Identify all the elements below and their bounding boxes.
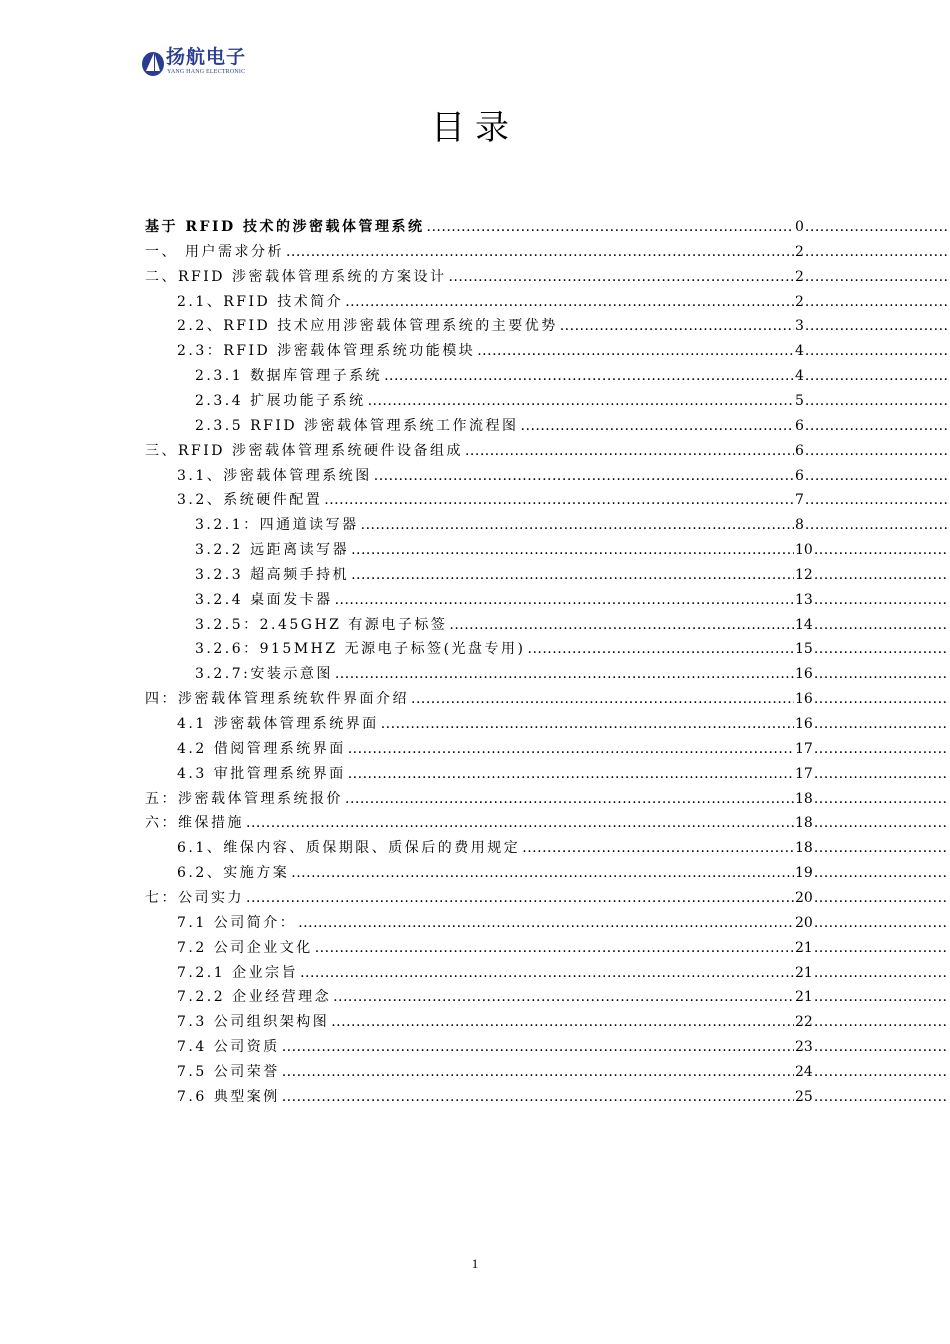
- toc-entry[interactable]: [177, 738, 948, 763]
- toc-dot-leader-tail: [814, 1089, 948, 1105]
- toc-entry[interactable]: [145, 788, 948, 813]
- toc-entry-page: 6: [795, 417, 804, 434]
- toc-entry-label: 3.2.6：915MHZ 无源电子标签(光盘专用): [195, 641, 526, 658]
- toc-entry[interactable]: [145, 887, 948, 912]
- toc-entry-label: 7.4 公司资质: [177, 1039, 280, 1056]
- toc-dot-leader-tail: [805, 269, 948, 285]
- toc-entry[interactable]: [177, 291, 948, 316]
- toc-dot-leader-tail: [814, 890, 948, 906]
- toc-entry-label: 2.3.1 数据库管理子系统: [195, 368, 383, 385]
- toc-entry-page: 21: [795, 939, 813, 956]
- toc-entry-page: 2: [795, 268, 804, 285]
- toc-entry-page: 24: [795, 1063, 813, 1080]
- toc-entry-label: 3.2.5：2.45GHZ 有源电子标签: [195, 616, 448, 633]
- toc-entry-page: 17: [795, 765, 813, 782]
- toc-dot-leader: [368, 393, 794, 409]
- toc-dot-leader-tail: [805, 393, 948, 409]
- toc-entry-page: 6: [795, 442, 804, 459]
- toc-dot-leader: [282, 1089, 794, 1105]
- company-logo: [140, 44, 252, 80]
- toc-entry-page: 5: [795, 392, 804, 409]
- toc-entry-label: 基于 RFID 技术的涉密载体管理系统: [145, 219, 425, 235]
- toc-dot-leader: [528, 641, 795, 657]
- toc-dot-leader: [560, 318, 794, 334]
- toc-dot-leader-tail: [814, 915, 948, 931]
- toc-dot-leader: [298, 915, 794, 931]
- toc-entry-page: 20: [795, 914, 813, 931]
- toc-dot-leader-tail: [814, 741, 948, 757]
- toc-dot-leader: [411, 691, 794, 707]
- toc-entry[interactable]: [177, 489, 948, 514]
- toc-entry-label: 2.3.4 扩展功能子系统: [195, 392, 366, 409]
- toc-entry-page: 22: [795, 1014, 813, 1031]
- toc-dot-leader-tail: [814, 691, 948, 707]
- toc-entry-page: 20: [795, 889, 813, 906]
- toc-dot-leader-tail: [805, 368, 948, 384]
- toc-entry-label: 7.2.1 企业宗旨: [177, 964, 299, 981]
- toc-dot-leader-tail: [814, 716, 948, 732]
- toc-entry-page: 7: [795, 492, 804, 509]
- toc-dot-leader-tail: [814, 567, 948, 583]
- toc-entry[interactable]: [145, 216, 948, 241]
- toc-entry-label: 3.2.3 超高频手持机: [195, 566, 350, 583]
- toc-entry[interactable]: [195, 365, 948, 390]
- toc-dot-leader: [361, 517, 794, 533]
- toc-entry-label: 7.5 公司荣誉: [177, 1063, 280, 1080]
- toc-entry-label: 7.2.2 企业经营理念: [177, 989, 332, 1006]
- toc-dot-leader: [465, 443, 794, 459]
- toc-entry[interactable]: [145, 266, 948, 291]
- toc-entry[interactable]: [195, 638, 948, 663]
- toc-entry-page: 18: [795, 840, 813, 857]
- toc-dot-leader-tail: [805, 517, 948, 533]
- toc-dot-leader-tail: [814, 865, 948, 881]
- toc-dot-leader: [522, 840, 794, 856]
- toc-dot-leader: [348, 766, 794, 782]
- toc-entry-label: 2.3：RFID 涉密载体管理系统功能模块: [177, 343, 476, 360]
- toc-entry[interactable]: [145, 812, 948, 837]
- toc-dot-leader: [477, 343, 794, 359]
- toc-entry[interactable]: [177, 862, 948, 887]
- toc-entry-label: 二、RFID 涉密载体管理系统的方案设计: [145, 268, 447, 285]
- toc-dot-leader: [345, 294, 794, 310]
- toc-entry[interactable]: [195, 415, 948, 440]
- toc-entry-page: 4: [795, 343, 804, 360]
- logo-text: 扬航电子: [166, 46, 247, 68]
- toc-dot-leader: [521, 418, 794, 434]
- toc-entry[interactable]: [177, 937, 948, 962]
- toc-dot-leader: [286, 244, 794, 260]
- toc-entry-page: 16: [795, 716, 813, 732]
- sail-logo-icon: [140, 46, 166, 78]
- toc-entry[interactable]: [145, 241, 948, 266]
- toc-dot-leader-tail: [814, 1014, 948, 1030]
- toc-entry-page: 23: [795, 1039, 813, 1056]
- toc-entry-page: 0: [795, 219, 804, 235]
- toc-entry-page: 10: [795, 542, 813, 559]
- toc-entry-label: 五：涉密载体管理系统报价: [145, 790, 343, 807]
- toc-dot-leader: [345, 791, 794, 807]
- toc-dot-leader-tail: [814, 940, 948, 956]
- toc-entry[interactable]: [195, 539, 948, 564]
- toc-entry[interactable]: [145, 688, 948, 713]
- toc-entry-page: 19: [795, 865, 813, 882]
- toc-entry-label: 4.2 借阅管理系统界面: [177, 740, 346, 757]
- toc-entry-page: 18: [795, 815, 813, 832]
- toc-entry[interactable]: [177, 315, 948, 340]
- toc-entry-label: 6.1、维保内容、质保期限、质保后的费用规定: [177, 840, 521, 857]
- toc-entry[interactable]: [177, 1061, 948, 1086]
- toc-entry-page: 2: [795, 293, 804, 310]
- toc-entry[interactable]: [177, 1036, 948, 1061]
- toc-entry[interactable]: [195, 514, 948, 539]
- toc-dot-leader-tail: [814, 840, 948, 856]
- toc-dot-leader-tail: [814, 641, 948, 657]
- toc-dot-leader-tail: [805, 443, 948, 459]
- toc-entry-page: 2: [795, 243, 804, 260]
- toc-dot-leader-tail: [814, 989, 948, 1005]
- toc-entry-label: 四：涉密载体管理系统软件界面介绍: [145, 691, 409, 708]
- toc-entry-label: 3.2.4 桌面发卡器: [195, 591, 333, 608]
- toc-dot-leader: [348, 741, 794, 757]
- toc-dot-leader-tail: [814, 815, 948, 831]
- toc-dot-leader: [246, 890, 794, 906]
- toc-dot-leader-tail: [814, 592, 948, 608]
- toc-entry-page: 25: [795, 1088, 813, 1105]
- toc-dot-leader-tail: [814, 1064, 948, 1080]
- toc-dot-leader: [335, 592, 794, 608]
- toc-entry-page: 13: [795, 591, 813, 608]
- toc-dot-leader: [335, 666, 794, 682]
- toc-dot-leader: [381, 716, 794, 732]
- toc-entry-label: 3.1、涉密载体管理系统图: [177, 467, 372, 484]
- toc-dot-leader: [315, 940, 794, 956]
- page-number: 1: [471, 1256, 479, 1271]
- toc-entry-label: 3.2、系统硬件配置: [177, 492, 323, 509]
- toc-entry-page: 3: [795, 318, 804, 335]
- toc-entry-label: 7.1 公司简介：: [177, 914, 297, 931]
- logo-subtext: YANG HANG ELECTRONIC: [167, 69, 246, 75]
- toc-dot-leader-tail: [814, 542, 948, 558]
- toc-entry-label: 3.2.2 远距离读写器: [195, 542, 350, 559]
- toc-dot-leader: [282, 1064, 794, 1080]
- toc-entry-label: 4.3 审批管理系统界面: [177, 765, 346, 782]
- toc-entry[interactable]: [177, 763, 948, 788]
- toc-entry-label: 七：公司实力: [145, 889, 244, 906]
- toc-dot-leader-tail: [805, 492, 948, 508]
- toc-dot-leader: [300, 965, 794, 981]
- toc-entry[interactable]: [177, 986, 948, 1011]
- toc-entry[interactable]: [177, 465, 948, 490]
- toc-entry-page: 18: [795, 790, 813, 807]
- page-title: 目录: [431, 108, 519, 148]
- toc-dot-leader: [448, 269, 794, 285]
- toc-entry-label: 2.2、RFID 技术应用涉密载体管理系统的主要优势: [177, 318, 558, 335]
- toc-dot-leader-tail: [805, 244, 948, 260]
- toc-dot-leader: [374, 468, 794, 484]
- toc-entry-label: 2.3.5 RFID 涉密载体管理系统工作流程图: [195, 417, 519, 434]
- toc-entry-page: 17: [795, 740, 813, 757]
- toc-dot-leader: [324, 492, 794, 508]
- toc-dot-leader: [449, 617, 794, 633]
- toc-dot-leader: [427, 219, 794, 235]
- toc-entry-page: 6: [795, 467, 804, 484]
- toc-entry[interactable]: [195, 663, 948, 688]
- toc-entry[interactable]: [177, 340, 948, 365]
- toc-entry[interactable]: [195, 614, 948, 639]
- toc-dot-leader-tail: [814, 617, 948, 633]
- toc-entry-page: 12: [795, 566, 813, 583]
- toc-entry-page: 21: [795, 964, 813, 981]
- toc-entry-label: 3.2.1：四通道读写器: [195, 517, 359, 534]
- toc-entry-page: 14: [795, 616, 813, 633]
- toc-entry[interactable]: [195, 390, 948, 415]
- toc-entry-page: 4: [795, 368, 804, 385]
- toc-entry-label: 3.2.7:安装示意图: [195, 666, 333, 683]
- toc-entry[interactable]: [177, 713, 948, 738]
- toc-dot-leader: [246, 815, 794, 831]
- toc-entry-page: 8: [795, 517, 804, 534]
- toc-entry-label: 4.1 涉密载体管理系统界面: [177, 716, 379, 732]
- toc-dot-leader: [282, 1039, 794, 1055]
- toc-entry-label: 7.6 典型案例: [177, 1088, 280, 1105]
- toc-entry[interactable]: [195, 564, 948, 589]
- toc-dot-leader-tail: [814, 791, 948, 807]
- toc-entry-label: 三、RFID 涉密载体管理系统硬件设备组成: [145, 442, 463, 459]
- toc-dot-leader-tail: [805, 343, 948, 359]
- toc-dot-leader-tail: [805, 294, 948, 310]
- toc-entry[interactable]: [177, 912, 948, 937]
- toc-dot-leader: [291, 865, 794, 881]
- toc-dot-leader-tail: [814, 965, 948, 981]
- toc-entry-label: 7.2 公司企业文化: [177, 939, 313, 956]
- toc-dot-leader-tail: [814, 1039, 948, 1055]
- toc-entry[interactable]: [177, 837, 948, 862]
- toc-entry-label: 7.3 公司组织架构图: [177, 1014, 330, 1031]
- toc-dot-leader-tail: [805, 468, 948, 484]
- toc-entry-page: 21: [795, 989, 813, 1006]
- toc-entry[interactable]: [177, 1086, 948, 1111]
- toc-entry-label: 6.2、实施方案: [177, 865, 290, 882]
- toc-dot-leader-tail: [805, 219, 948, 235]
- toc-dot-leader: [384, 368, 794, 384]
- toc-dot-leader-tail: [814, 666, 948, 682]
- toc-entry[interactable]: [177, 1011, 948, 1036]
- toc-entry-label: 2.1、RFID 技术简介: [177, 293, 344, 310]
- toc-entry[interactable]: [195, 589, 948, 614]
- toc-entry-page: 16: [795, 666, 813, 683]
- toc-dot-leader: [331, 1014, 794, 1030]
- toc-dot-leader: [351, 542, 794, 558]
- toc-dot-leader-tail: [805, 318, 948, 334]
- toc-dot-leader: [333, 989, 794, 1005]
- toc-entry-page: 16: [795, 691, 813, 708]
- toc-entry-page: 15: [795, 641, 813, 658]
- toc-entry[interactable]: [177, 962, 948, 987]
- toc-dot-leader-tail: [805, 418, 948, 434]
- toc-dot-leader-tail: [814, 766, 948, 782]
- toc-entry-label: 一、 用户需求分析: [145, 243, 284, 260]
- toc-entry-label: 六：维保措施: [145, 815, 244, 832]
- toc-dot-leader: [351, 567, 794, 583]
- toc-entry[interactable]: [145, 440, 948, 465]
